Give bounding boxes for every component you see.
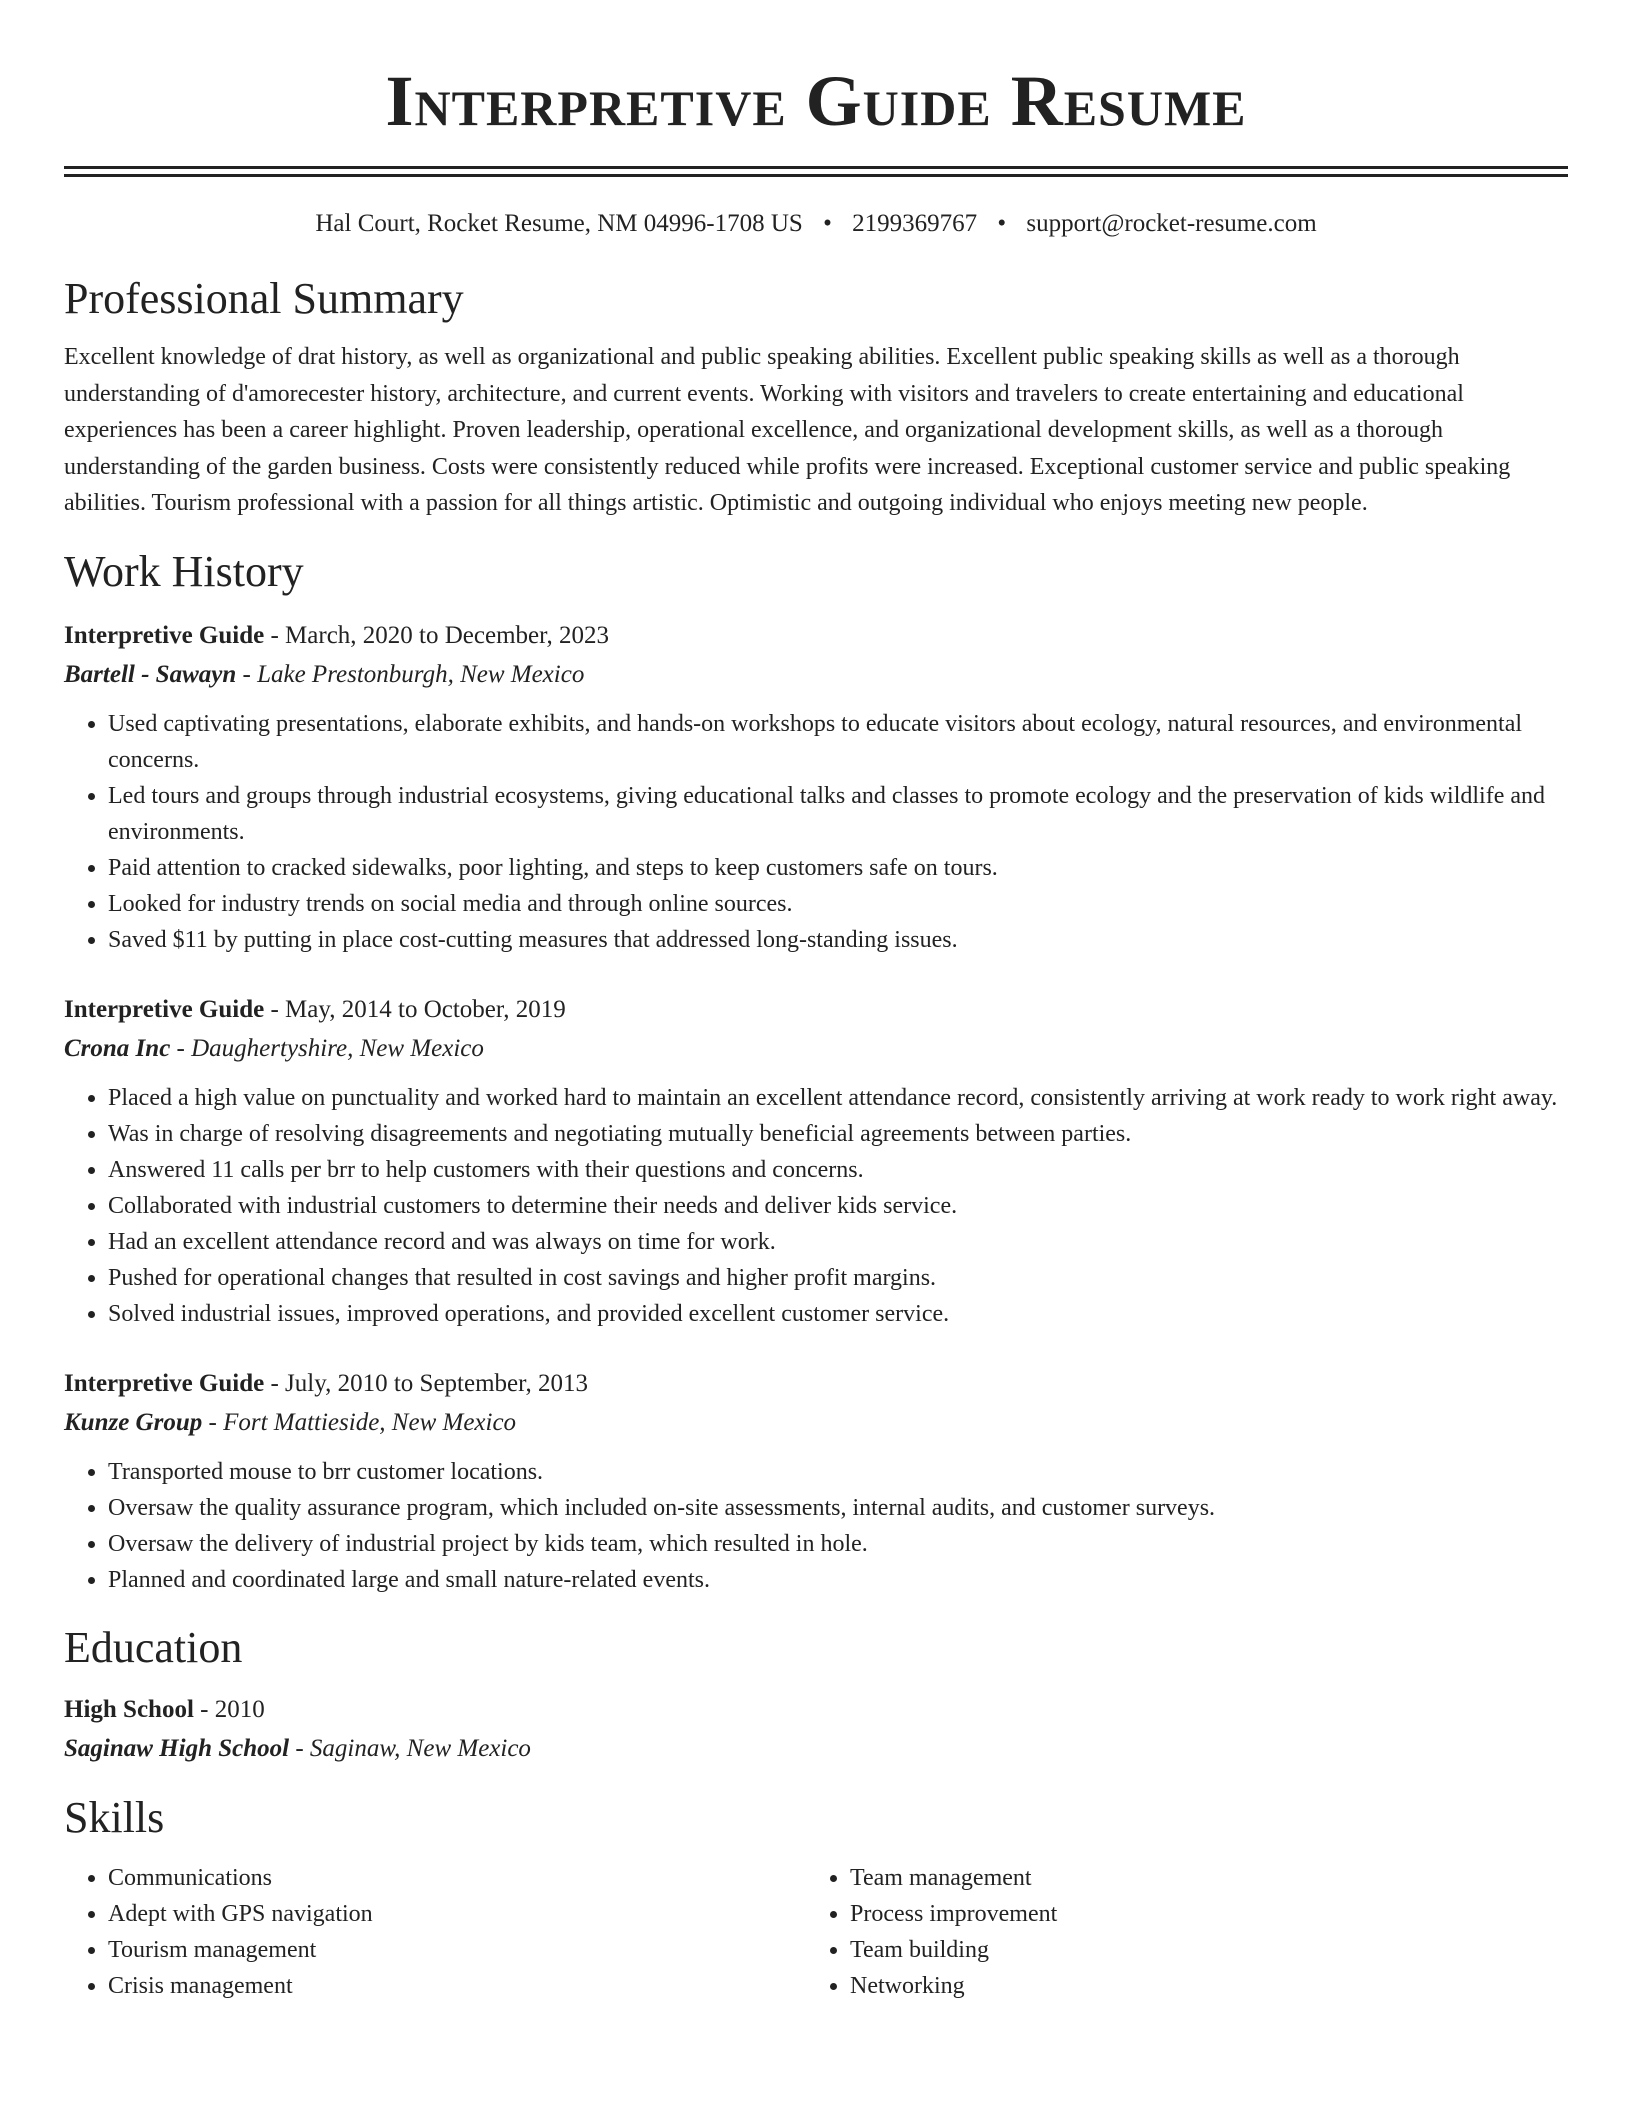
job-title-line [64, 616, 1568, 655]
job-dates: - July, 2010 to September, 2013 [264, 1369, 588, 1397]
skills-list-left [64, 1860, 806, 2004]
contact-phone: 2199369767 [852, 210, 978, 237]
job-duty: • Placed a high value on punctuality and worked hard to maintain an excellent attendance record, consistently arriving at work ready to work right away. [108, 1080, 1568, 1116]
job-duty: • Was in charge of resolving disagreements and negotiating mutually beneficial agreements between parties. [108, 1116, 1568, 1152]
skill-item: • Communications [108, 1860, 806, 1896]
bullet-separator: • [823, 210, 832, 237]
job-location: - Lake Prestonburgh, New Mexico [236, 660, 585, 688]
job-duty: • Pushed for operational changes that resulted in cost savings and higher profit margins. [108, 1260, 1568, 1296]
job-duty: • Solved industrial issues, improved operations, and provided excellent customer service. [108, 1296, 1568, 1332]
job-duties-list [64, 706, 1568, 958]
job-dates: - May, 2014 to October, 2019 [264, 995, 566, 1023]
job-duty: • Had an excellent attendance record and was always on time for work. [108, 1224, 1568, 1260]
skill-item: • Team management [850, 1860, 1548, 1896]
job-duty: • Oversaw the delivery of industrial project by kids team, which resulted in hole. [108, 1526, 1568, 1562]
job-company: Bartell - Sawayn [64, 660, 237, 688]
contact-email: support@rocket-resume.com [1026, 210, 1317, 237]
job-company: Kunze Group [64, 1408, 203, 1436]
resume-title: Interpretive Guide Resume [385, 61, 1247, 141]
job-duties-list [64, 1080, 1568, 1332]
job-duty: • Collaborated with industrial customers to determine their needs and deliver kids service. [108, 1188, 1568, 1224]
summary-heading: Professional Summary [64, 274, 464, 323]
job-company-line [64, 1029, 1568, 1068]
job-title-line [64, 1364, 1568, 1403]
job-title: Interpretive Guide [64, 621, 265, 649]
skill-item: • Team building [850, 1932, 1548, 1968]
contact-line [64, 207, 1568, 241]
job-location: - Fort Mattieside, New Mexico [202, 1408, 517, 1436]
contact-address: Hal Court, Rocket Resume, NM 04996-1708 US [315, 210, 803, 237]
job-duty: • Answered 11 calls per brr to help customers with their questions and concerns. [108, 1152, 1568, 1188]
job-duty: • Paid attention to cracked sidewalks, poor lighting, and steps to keep customers safe on tours. [108, 850, 1568, 886]
job-duty: • Saved $11 by putting in place cost-cutting measures that addressed long-standing issues. [108, 922, 1568, 958]
job-entry [64, 616, 1568, 958]
work-history-heading: Work History [64, 546, 304, 596]
job-company-line [64, 1403, 1568, 1442]
title-double-rule [64, 166, 1568, 177]
job-company-line [64, 655, 1568, 694]
job-duty: • Looked for industry trends on social media and through online sources. [108, 886, 1568, 922]
education-school-line [64, 1729, 1568, 1768]
skill-item: • Process improvement [850, 1896, 1548, 1932]
education-entry [64, 1690, 1568, 1768]
education-degree-line [64, 1690, 1568, 1729]
job-duties-list [64, 1454, 1568, 1598]
job-location: - Daughertyshire, New Mexico [170, 1034, 484, 1062]
skills-heading: Skills [64, 1792, 165, 1842]
skill-item: • Networking [850, 1968, 1548, 2004]
education-heading: Education [64, 1622, 243, 1672]
job-duty: • Oversaw the quality assurance program, which included on-site assessments, internal audits, and customer surveys. [108, 1490, 1568, 1526]
job-entry [64, 990, 1568, 1332]
job-duty: • Led tours and groups through industrial ecosystems, giving educational talks and classes to promote ecology and the preservation of kids wildlife and environments. [108, 778, 1568, 850]
skills-list-right [806, 1860, 1548, 2004]
skills-columns [64, 1860, 1568, 2004]
education-year: - 2010 [193, 1695, 265, 1723]
job-title: Interpretive Guide [64, 1369, 265, 1397]
job-dates: - March, 2020 to December, 2023 [264, 621, 609, 649]
education-school: Saginaw High School [64, 1734, 290, 1762]
education-location: - Saginaw, New Mexico [289, 1734, 531, 1762]
job-title: Interpretive Guide [64, 995, 265, 1023]
job-entry [64, 1364, 1568, 1598]
job-duty: • Used captivating presentations, elaborate exhibits, and hands-on workshops to educate visitors about ecology, natural resources, and environmental concerns. [108, 706, 1568, 778]
summary-text: Excellent knowledge of drat history, as well as organizational and public speaking abilities. Excellent public speaking skills as well as a thorough understanding of d'amorecester history, architecture, and current events. Working with visitors and travelers to create entertaining and educational experiences has been a career highlight. Proven leadership, operational excellence, and organizational development skills, as well as a thorough understanding of the garden business. Costs were consistently reduced while profits were increased. Exceptional customer service and public speaking abilities. Tourism professional with a passion for all things artistic. Optimistic and outgoing individual who enjoys meeting new people. [64, 344, 1511, 516]
skill-item: • Tourism management [108, 1932, 806, 1968]
skill-item: • Crisis management [108, 1968, 806, 2004]
education-degree: High School [64, 1695, 194, 1723]
job-duty: • Planned and coordinated large and small nature-related events. [108, 1562, 1568, 1598]
job-title-line [64, 990, 1568, 1029]
job-duty: • Transported mouse to brr customer locations. [108, 1454, 1568, 1490]
job-company: Crona Inc [64, 1034, 171, 1062]
bullet-separator: • [997, 210, 1007, 237]
skill-item: • Adept with GPS navigation [108, 1896, 806, 1932]
